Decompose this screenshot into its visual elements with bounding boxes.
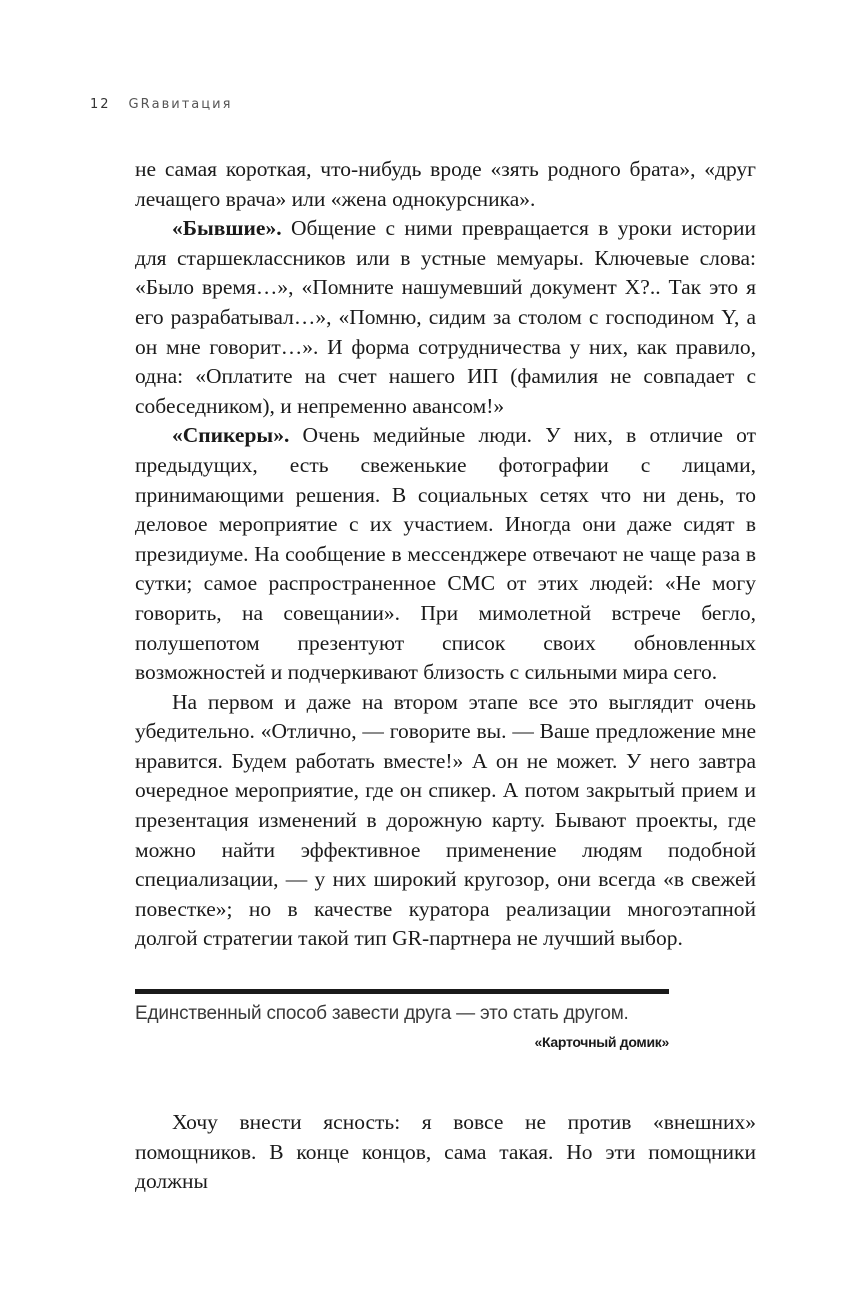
tail-text-block [135,1108,756,1197]
paragraph-lead: «Бывшие». [172,216,282,241]
running-head [90,97,232,112]
epigraph-rule [135,989,669,994]
epigraph-quote: Единственный способ завести друга — это стать другом. [135,1003,629,1024]
epigraph-source: «Карточный домик» [534,1034,669,1050]
paragraph-former: «Бывшие». Общение с ними превращается в уроки истории для старшеклассников или в устные мемуары. Ключевые слова: «Было время…», «Помните нашумевший документ X?.. Так это я его разрабатывал…», «Помню, сидим за столом с господином Y, а он мне говорит…». И форма сотрудничества у них, как правило, одна: «Оплатите на счет нашего ИП (фамилия не совпадает с собеседником), и непременно авансом!» [135,216,756,418]
paragraph-speakers: «Спикеры». Очень медийные люди. У них, в отличие от предыдущих, есть свеженькие фотографии с лицами, принимающими решения. В социальных сетях что ни день, то деловое мероприятие с их участием. Иногда они даже сидят в президиуме. На сообщение в мессенджере отвечают не чаще раза в сутки; самое распространенное СМС от этих людей: «Не могу говорить, на совещании». При мимолетной встрече бегло, полушепотом презентуют список своих обновленных возможностей и подчеркивают близость с сильными мира сего. [135,423,756,685]
main-text-block [135,155,756,954]
paragraph-clarity: Хочу внести ясность: я вовсе не против «внешних» помощников. В конце концов, сама такая. Но эти помощники должны [135,1110,756,1194]
paragraph-lead: «Спикеры». [172,423,290,448]
book-title: GRавитация [128,97,233,112]
page-number: 12 [90,97,111,112]
paragraph-continuation: не самая короткая, что-нибудь вроде «зять родного брата», «друг лечащего врача» или «жена однокурсника». [135,157,756,211]
paragraph-first-stage: На первом и даже на втором этапе все это выглядит очень убедительно. «Отлично, — говорите вы. — Ваше предложение мне нравится. Будем работать вместе!» А он не может. У него завтра очередное мероприятие, где он спикер. А потом закрытый прием и презентация изменений в дорожную карту. Бывают проекты, где можно найти эффективное применение людям подобной специализации, — у них широкий кругозор, они всегда «в свежей повестке»; но в качестве куратора реализации многоэтапной долгой стратегии такой тип GR-партнера не лучший выбор. [135,689,756,951]
